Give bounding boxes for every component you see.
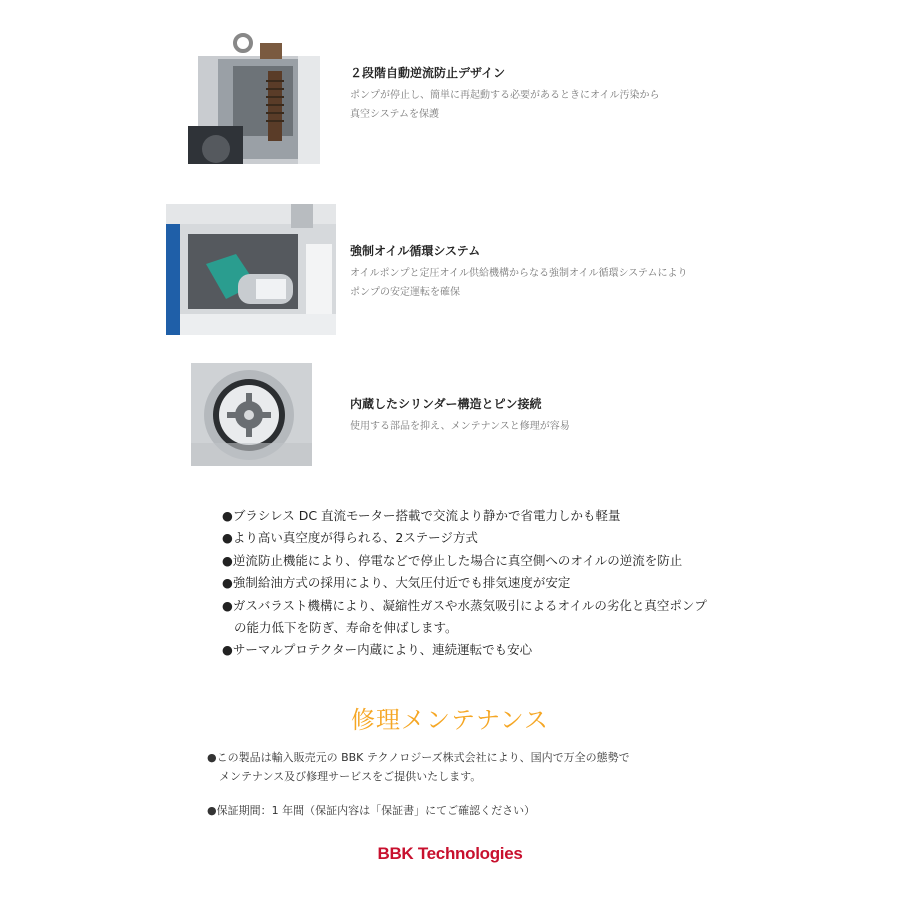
bullet-item: ●ガスバラスト機構により、凝縮性ガスや水蒸気吸引によるオイルの劣化と真空ポンプ <box>222 597 707 613</box>
check-valve-cutaway-photo <box>188 31 320 164</box>
bullet-item-continuation: の能力低下を防ぎ、寿命を伸ばします。 <box>234 619 458 635</box>
maintenance-info-line: メンテナンス及び修理サービスをご提供いたします。 <box>219 770 482 783</box>
feature-title: 強制オイル循環システム <box>350 244 481 258</box>
feature-title: ２段階自動逆流防止デザイン <box>350 66 506 80</box>
svg-text:BBK Technologies: BBK Technologies <box>377 844 523 863</box>
feature-description-line: 使用する部品を抑え、メンテナンスと修理が容易 <box>350 421 570 432</box>
oil-circulation-cutaway-photo <box>166 204 336 335</box>
bullet-item: ●ブラシレス DC 直流モーター搭載で交流より静かで省電力しかも軽量 <box>222 508 621 523</box>
feature-bullet-list <box>222 505 707 662</box>
feature-description-line: ポンプが停止し、簡単に再起動する必要があるときにオイル汚染から <box>350 90 660 101</box>
bullet-item: ●強制給油方式の採用により、大気圧付近でも排気速度が安定 <box>222 575 571 591</box>
warranty-info: ●保証期間：1 年間（保証内容は「保証書」にてご確認ください） <box>207 804 536 817</box>
feature-description <box>350 86 660 124</box>
cylinder-rotor-photo <box>191 363 312 466</box>
feature-description <box>350 264 688 302</box>
feature-description-line: オイルポンプと定圧オイル供給機構からなる強制オイル循環システムにより <box>350 268 688 279</box>
bbk-technologies-logo <box>0 840 900 870</box>
maintenance-info <box>207 748 630 786</box>
bullet-item: ●サーマルプロテクター内蔵により、連続運転でも安心 <box>222 642 533 658</box>
maintenance-info-line: ●この製品は輸入販売元の BBK テクノロジーズ株式会社により、国内で万全の態勢で <box>207 751 630 764</box>
feature-title: 内蔵したシリンダー構造とピン接続 <box>350 397 542 411</box>
bullet-item: ●より高い真空度が得られる、2ステージ方式 <box>222 530 478 546</box>
bullet-item: ●逆流防止機能により、停電などで停止した場合に真空側へのオイルの逆流を防止 <box>222 552 683 568</box>
feature-description <box>350 417 570 436</box>
feature-description-line: ポンプの安定運転を確保 <box>350 287 460 298</box>
maintenance-heading: 修理メンテナンス <box>350 706 550 734</box>
feature-description-line: 真空システムを保護 <box>350 109 439 120</box>
